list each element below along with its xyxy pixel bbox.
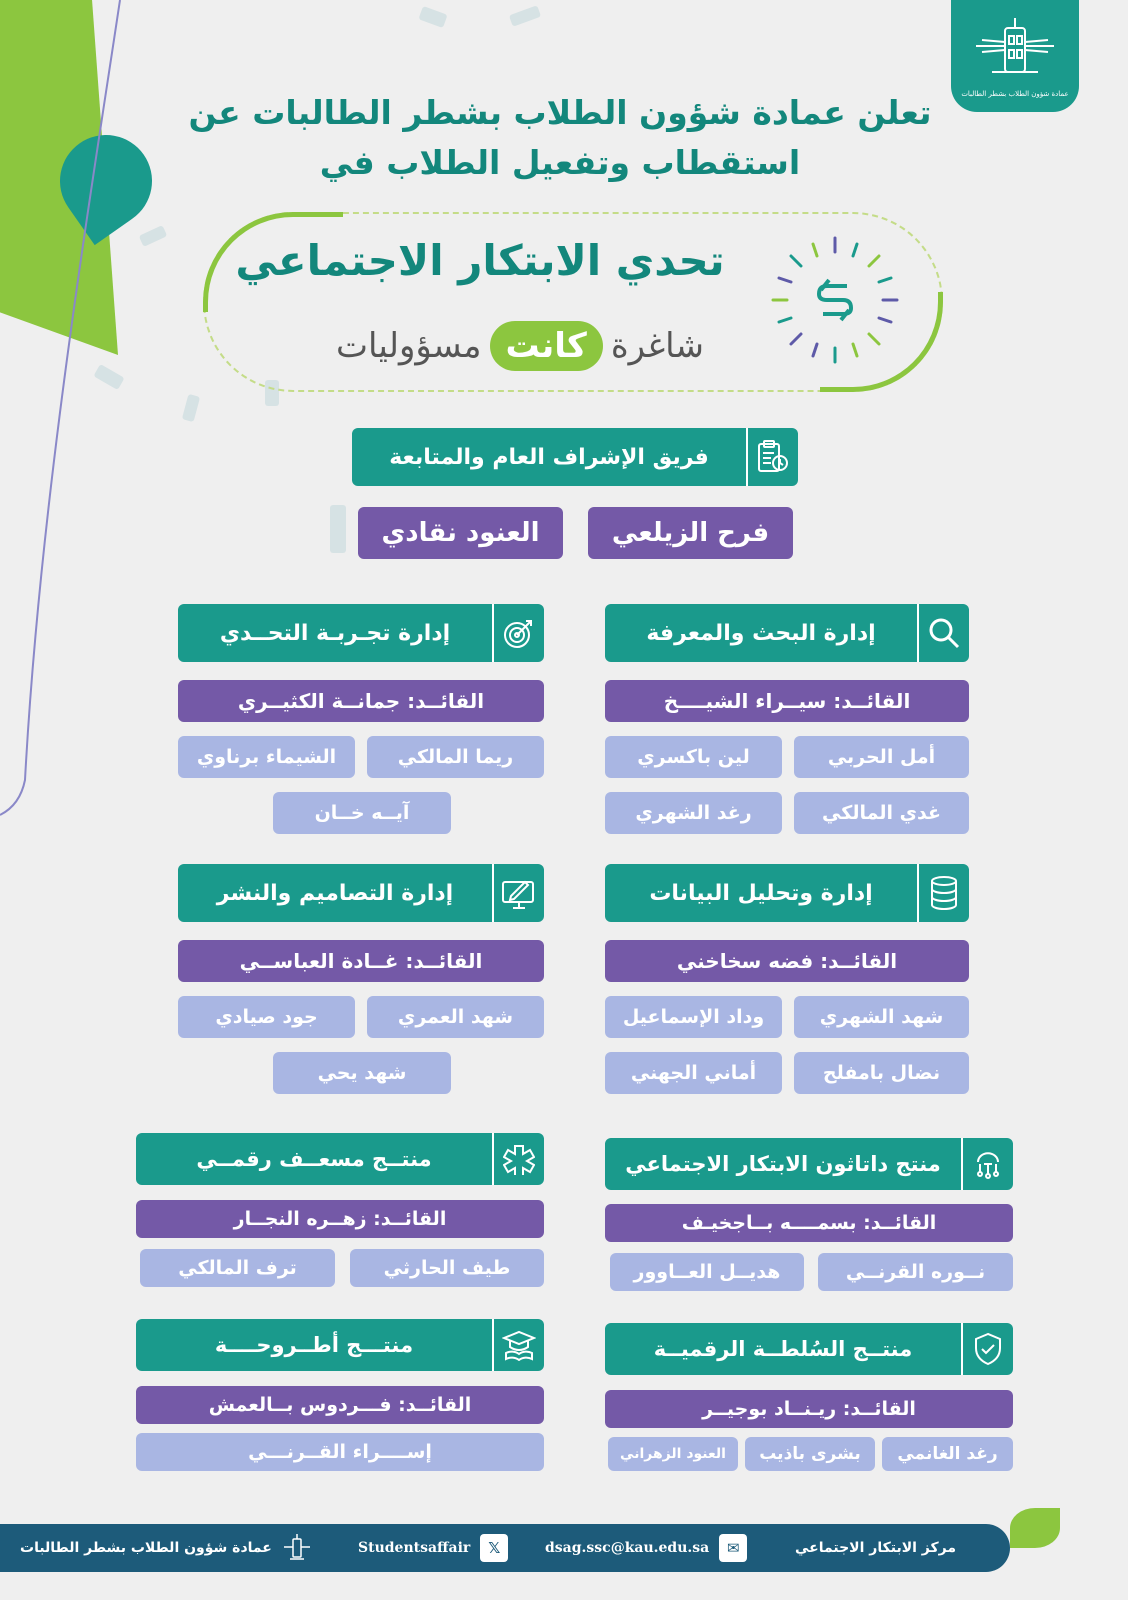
design-leader: القائــد: غــادة العباســي [178,940,544,982]
design-member: شهد العمري [367,996,544,1038]
tower-logo-icon [972,14,1058,88]
logo-caption: عمادة شؤون الطلاب بشطر الطالبات [961,90,1069,98]
challenge-title: تحدي الابتكار الاجتماعي [235,236,725,285]
challenge-exp-member: آيــه خــان [273,792,451,834]
footer-center-label: مركز الابتكار الاجتماعي [795,1540,957,1556]
digital-aid-title: منتــج مسعــف رقمــي [196,1147,432,1171]
innovation-burst-icon [765,230,905,370]
confetti [182,394,200,422]
clipboard-clock-icon [746,428,798,486]
datathon-leader: القائــد: بسمــــه بــاجخيـف [605,1204,1013,1242]
research-member: رغد الشهري [605,792,782,834]
footer-leaf-shape [1010,1508,1060,1548]
confetti [330,505,346,553]
digital-authority-member: بشرى باذيب [745,1437,875,1471]
challenge-exp-member: ريما المالكي [367,736,544,778]
tagline-part-b: شاغرة [610,326,705,366]
supervisor-tag: فرح الزيلعي [588,507,793,559]
challenge-exp-member: الشيماء برناوي [178,736,355,778]
search-icon [917,604,969,662]
confetti [93,364,124,390]
research-title: إدارة البحث والمعرفة [646,620,876,646]
headline-line-1: تعلن عمادة شؤون الطلاب بشطر الطالبات عن [188,93,932,132]
digital-authority-member: رغد الغانمي [882,1437,1013,1471]
digital-aid-member: طيف الحارثي [350,1249,544,1287]
database-icon [917,864,969,922]
research-member: غدي المالكي [794,792,969,834]
research-member: أمل الحربي [794,736,969,778]
challenge-tagline [300,318,740,374]
shield-check-icon [961,1323,1013,1375]
data-member: شهد الشهري [794,996,969,1038]
digital-aid-leader: القائــد: زهــره النجــار [136,1200,544,1238]
challenge-exp-title: إدارة تجـربـة التحــدي [219,620,451,646]
digital-authority-member: العنود الزهراني [608,1437,738,1471]
deanship-logo [951,0,1079,112]
data-member: نضال بامفلح [794,1052,969,1094]
digital-authority-header [605,1323,1013,1375]
datathon-title: منتج داتاثون الابتكار الاجتماعي [625,1152,941,1176]
footer-bar [0,1524,1010,1572]
design-title: إدارة التصاميم والنشر [216,880,454,906]
design-member: شهد يحي [273,1052,451,1094]
challenge-exp-header [178,604,544,662]
footer-x-text[interactable]: Studentsaffair [358,1540,471,1556]
tagline-highlight: كانت [490,321,603,371]
digital-aid-member: ترف المالكي [140,1249,335,1287]
network-icon [961,1138,1013,1190]
thesis-title: منتـــج أطــروحــــة [214,1333,414,1357]
digital-authority-title: منتــج السُلطــة الرقميــة [653,1337,913,1361]
confetti [139,225,168,247]
thesis-leader: القائــد: فـــردوس بــالعمش [136,1386,544,1424]
x-logo-icon: 𝕏 [480,1534,508,1562]
thesis-member: إســــراء القــرنـــي [136,1433,544,1471]
email-icon: ✉ [719,1534,747,1562]
headline-line-2: استقطاب وتفعيل الطلاب في [319,143,801,182]
announcement-headline [180,88,940,188]
data-title: إدارة وتحليل البيانات [649,880,873,906]
datathon-member: نــوره القرنــي [818,1253,1013,1291]
confetti [418,6,447,28]
footer-email-text[interactable]: dsag.ssc@kau.edu.sa [545,1540,710,1556]
research-member: لين باكسري [605,736,782,778]
research-leader: القائــد: سيــراء الشيــــخ [605,680,969,722]
footer-x-handle[interactable] [358,1534,508,1562]
confetti [509,5,541,27]
graduation-book-icon [492,1319,544,1371]
supervisor-tag: العنود نقادي [358,507,563,559]
data-member: وداد الإسماعيل [605,996,782,1038]
digital-authority-leader: القائــد: ريـنــاد بوجيــر [605,1390,1013,1428]
design-member: جود صيادي [178,996,355,1038]
research-header [605,604,969,662]
data-leader: القائــد: فضه سخاخني [605,940,969,982]
medical-star-icon [492,1133,544,1185]
thesis-header [136,1319,544,1371]
footer-center-name [795,1540,956,1556]
data-member: أماني الجهني [605,1052,782,1094]
tagline-part-a: مسؤوليات [335,326,482,366]
footer-deanship-label: عمادة شؤون الطلاب بشطر الطالبات [20,1540,272,1556]
supervision-title: فريق الإشراف العام والمتابعة [389,444,709,470]
tower-logo-icon [282,1533,312,1563]
target-icon [492,604,544,662]
footer-deanship [20,1533,312,1563]
datathon-member: هديــل العــاوور [610,1253,804,1291]
challenge-exp-leader: القائــد: جمانــة الكثيــري [178,680,544,722]
data-header [605,864,969,922]
design-monitor-icon [492,864,544,922]
digital-aid-header [136,1133,544,1185]
supervision-header [352,428,798,486]
footer-email[interactable] [545,1534,747,1562]
design-header [178,864,544,922]
datathon-header [605,1138,1013,1190]
